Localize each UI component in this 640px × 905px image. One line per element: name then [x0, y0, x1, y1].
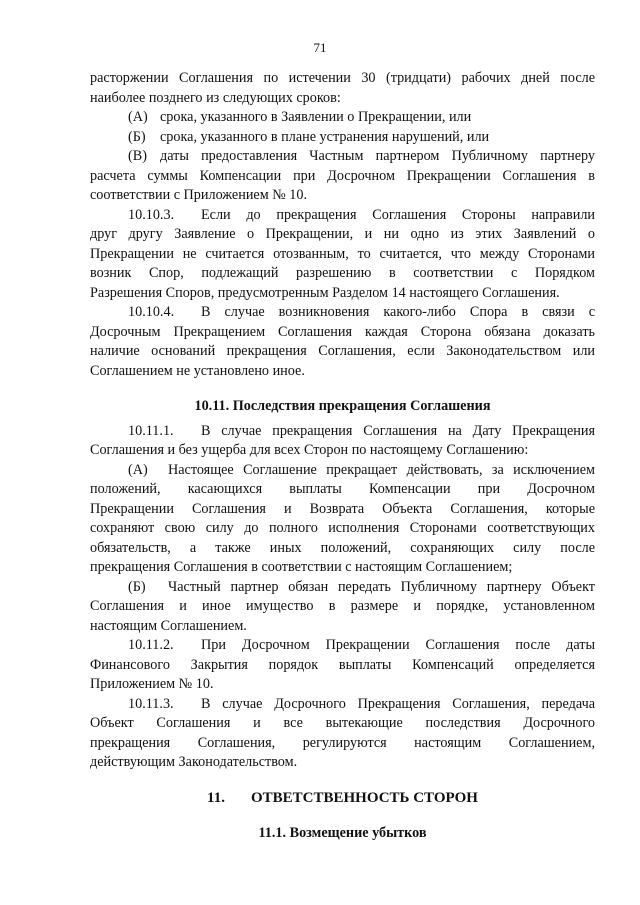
- clause-10-10-4-first-text: В случае возникновения какого-либо Спора в связи с: [201, 304, 595, 320]
- list-item-11a: [90, 461, 595, 481]
- clause-10-11-3-first: [90, 695, 595, 715]
- list-item-v-first: даты предоставления Частным партнером Публичному партнеру: [160, 148, 595, 164]
- clause-10-10-3-number: 10.10.3.: [128, 206, 175, 223]
- clause-10-11-3-line-2: прекращения Соглашения, регулируются настоящим Соглашением,: [90, 734, 595, 751]
- list-item-11a-label: (А): [128, 461, 148, 478]
- clause-10-11-1-first: [90, 422, 595, 442]
- clause-10-11-2-first-text: При Досрочном Прекращении Соглашения после даты: [201, 637, 595, 653]
- document-body: [90, 69, 595, 844]
- list-item-11a-line-1: положений, касающихся выплаты Компенсации при Досрочном: [90, 481, 595, 497]
- list-item-11b-line-2: настоящим Соглашением.: [90, 617, 247, 634]
- list-item-11a-first: Настоящее Соглашение прекращает действовать, за исключением: [168, 461, 595, 478]
- heading-10-11: 10.11. Последствия прекращения Соглашения: [194, 398, 491, 414]
- intro-line-2: наиболее позднего из следующих сроков:: [90, 89, 341, 106]
- clause-10-10-4-line-2: наличие оснований прекращения Соглашения, если Законодательством или: [90, 343, 595, 359]
- clause-10-10-3-first-text: Если до прекращения Соглашения Стороны направили: [201, 206, 595, 223]
- clause-10-11-2-line-1: Финансового Закрытия порядок выплаты Компенсаций определяется: [90, 656, 595, 673]
- list-item-a-label: (А): [128, 109, 148, 125]
- list-item-b-label: (Б): [128, 128, 146, 145]
- clause-10-11-2-line-2: Приложением № 10.: [90, 676, 214, 692]
- section-11-number: 11.: [207, 789, 225, 806]
- list-item-11a-line-5: прекращения Соглашения в соответствии с настоящим Соглашением;: [90, 559, 513, 575]
- clause-10-11-1-line-1: Соглашения и без ущерба для всех Сторон по настоящему Соглашению:: [90, 442, 529, 458]
- list-item-b-text: срока, указанного в плане устранения нарушений, или: [160, 128, 490, 145]
- clause-10-11-2-first: [90, 636, 595, 656]
- list-item-v: [90, 147, 595, 167]
- clause-10-10-3-line-4: Разрешения Споров, предусмотренным Разделом 14 настоящего Соглашения.: [90, 284, 560, 301]
- clause-10-11-3-line-3: действующим Законодательством.: [90, 754, 298, 770]
- list-item-a: [90, 108, 595, 128]
- list-item-v-line-2: соответствии с Приложением № 10.: [90, 187, 308, 203]
- clause-10-10-3-line-3: возник Спор, подлежащий разрешению в соответствии с Порядком: [90, 265, 595, 281]
- list-item-11a-line-4: обязательств, а также иных положений, сохраняющих силу после: [90, 539, 595, 556]
- clause-10-10-4-first: [90, 303, 595, 323]
- list-item-11b-line-1: Соглашения и иное имущество в размере и порядке, установленном: [90, 598, 595, 614]
- list-item-v-label: (В): [128, 148, 147, 164]
- list-item-b: [90, 128, 595, 148]
- clause-10-11-3-line-1: Объект Соглашения и все вытекающие последствия Досрочного: [90, 715, 595, 731]
- section-11-title: ОТВЕТСТВЕННОСТЬ СТОРОН: [250, 789, 478, 806]
- list-item-11b-first: Частный партнер обязан передать Публичному партнеру Объект: [168, 578, 595, 595]
- clause-10-11-3-first-text: В случае Досрочного Прекращения Соглашения, передача: [201, 695, 595, 712]
- clause-10-10-4-line-1: Досрочным Прекращением Соглашения каждая Сторона обязана доказать: [90, 323, 595, 340]
- page-number: 71: [313, 40, 327, 55]
- clause-10-11-1-first-text: В случае прекращения Соглашения на Дату Прекращения: [201, 422, 595, 439]
- clause-10-11-1-number: 10.11.1.: [128, 422, 174, 439]
- list-item-11b-label: (Б): [128, 578, 146, 595]
- clause-10-10-4-number: 10.10.4.: [128, 304, 175, 320]
- heading-11-1: 11.1. Возмещение убытков: [258, 825, 427, 841]
- list-item-a-text: срока, указанного в Заявлении о Прекращении, или: [160, 109, 472, 125]
- section-11-heading: [90, 789, 595, 809]
- clause-10-10-4-line-3: Соглашением не установлено иное.: [90, 362, 305, 379]
- list-item-v-line-1: расчета суммы Компенсации при Досрочном Прекращении Соглашения в: [90, 167, 595, 184]
- list-item-11a-line-2: Прекращении Соглашения и Возврата Объекта Соглашения, которые: [90, 500, 595, 517]
- clause-10-10-3-first: [90, 206, 595, 226]
- clause-10-10-3-line-2: Прекращении не считается отозванным, то считается, что между Сторонами: [90, 245, 595, 262]
- clause-10-11-3-number: 10.11.3.: [128, 695, 174, 712]
- clause-10-10-3-line-1: друг другу Заявление о Прекращении, и ни одно из этих Заявлений о: [90, 226, 595, 242]
- intro-line-1: расторжении Соглашения по истечении 30 (тридцати) рабочих дней после: [90, 70, 595, 86]
- list-item-11a-line-3: сохраняют свою силу до полного исполнения Сторонами соответствующих: [90, 520, 595, 536]
- clause-10-11-2-number: 10.11.2.: [128, 637, 174, 653]
- list-item-11b: [90, 578, 595, 598]
